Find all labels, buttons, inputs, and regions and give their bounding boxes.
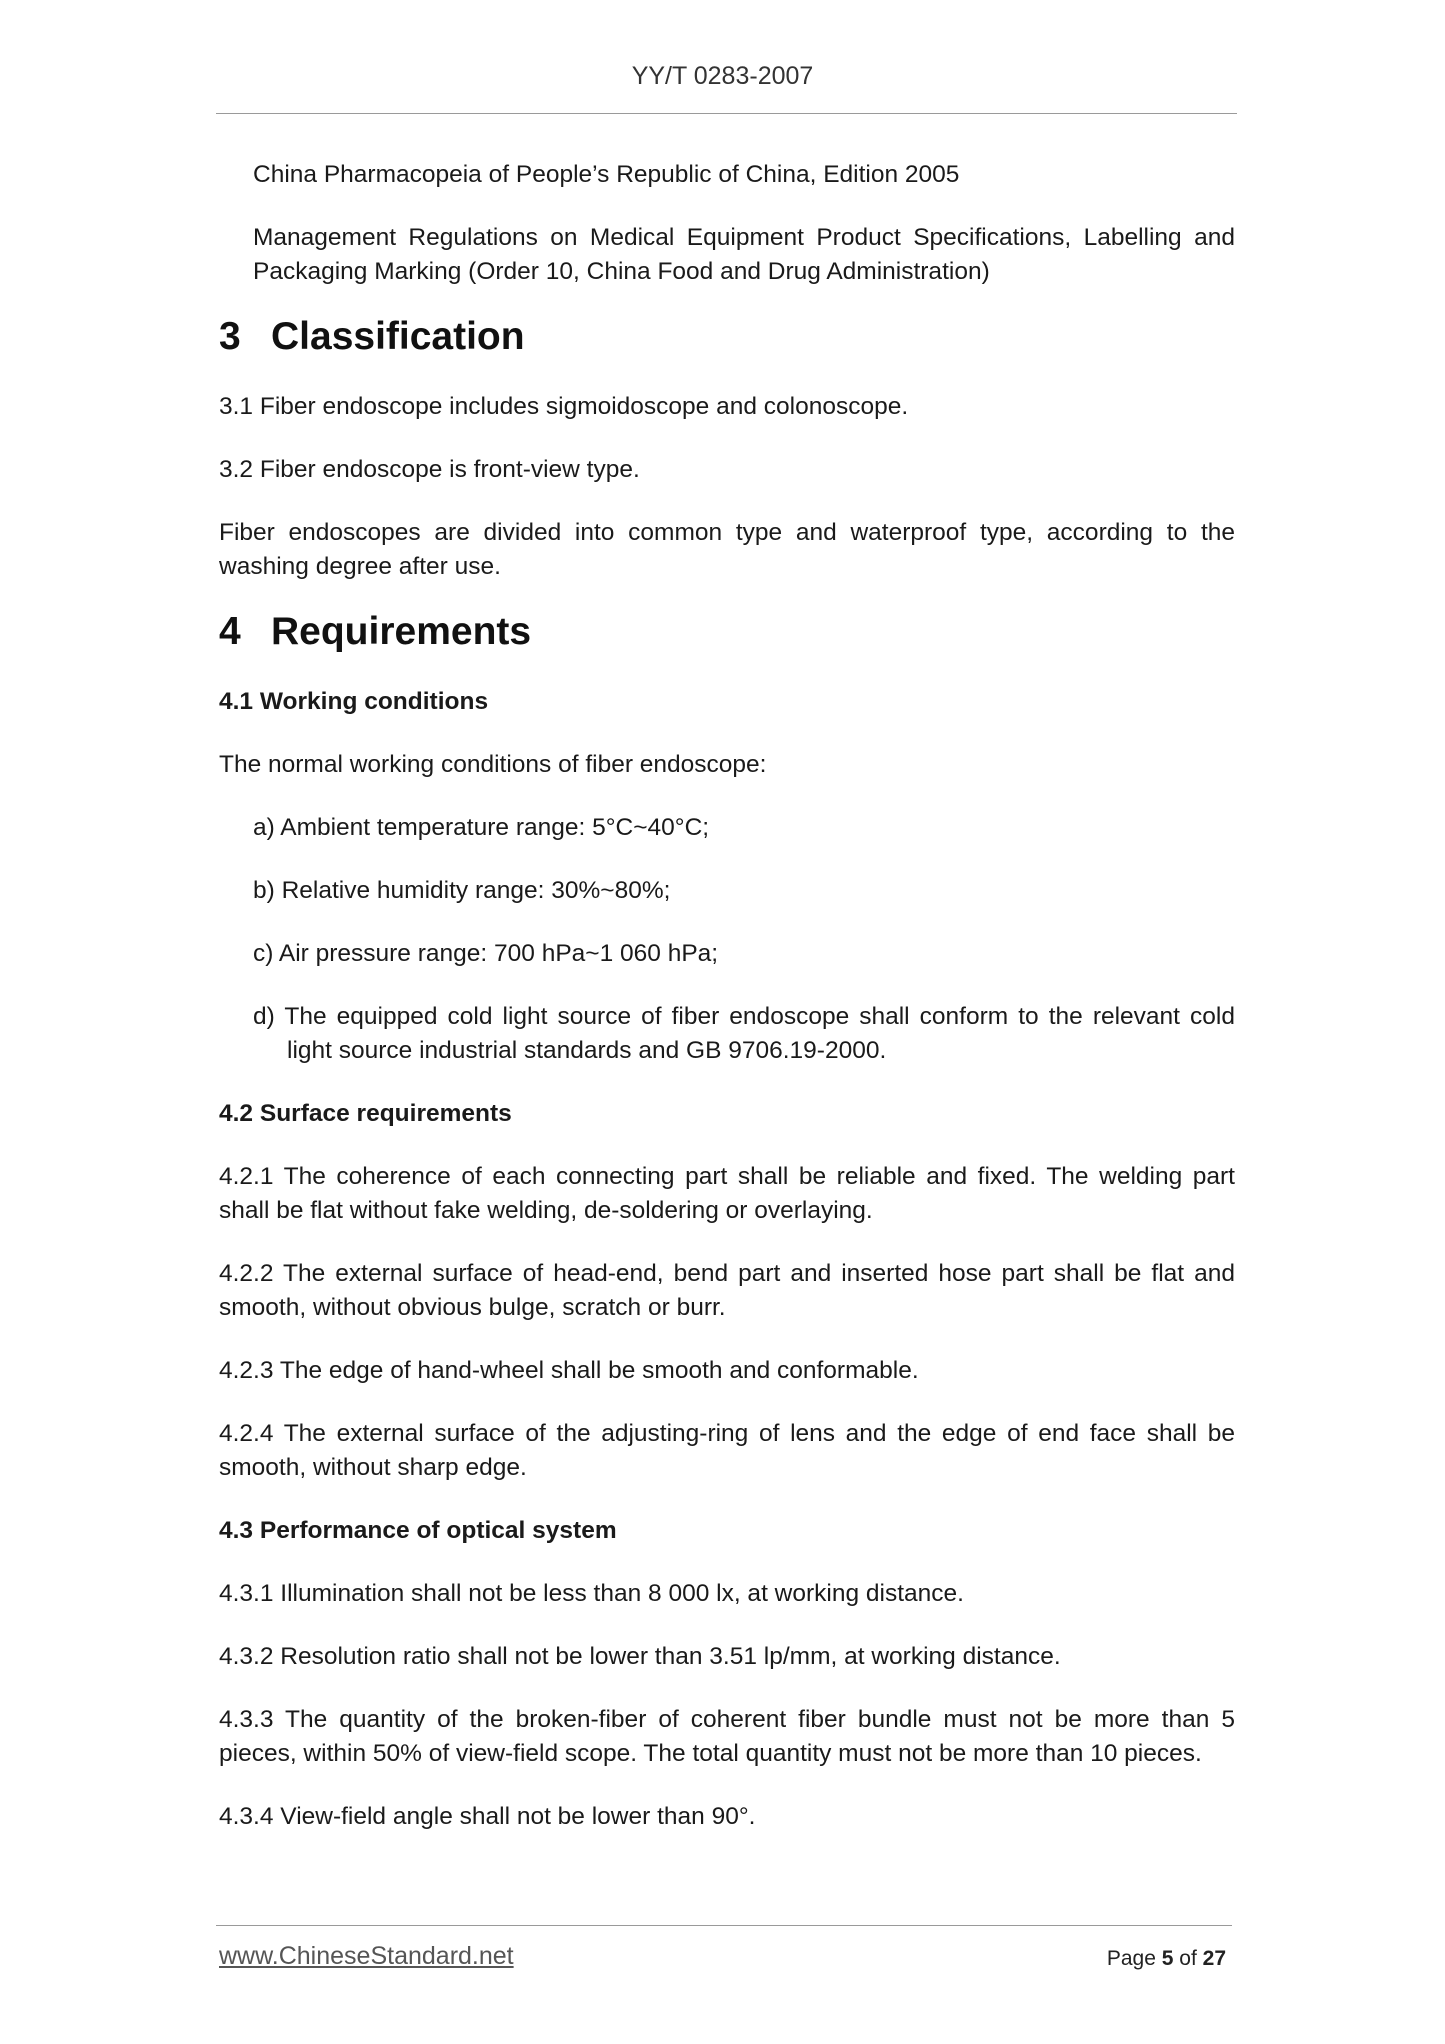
page-content xyxy=(219,158,1235,1863)
clause-4-3-3: 4.3.3 The quantity of the broken-fiber of coherent fiber bundle must not be more than 5 pieces, within 50% of view-field scope. The total quantity must not be more than 10 pieces. xyxy=(219,1706,1235,1767)
clause-4-3-1: 4.3.1 Illumination shall not be less than 8 000 lx, at working distance. xyxy=(219,1580,964,1607)
section-number: 3 xyxy=(219,315,241,358)
clause-4-2-3: 4.2.3 The edge of hand-wheel shall be smooth and conformable. xyxy=(219,1357,919,1384)
reference-item: Management Regulations on Medical Equipment Product Specifications, Labelling and Packaging Marking (Order 10, China Food and Drug Administration) xyxy=(253,224,1235,285)
reference-item: China Pharmacopeia of People’s Republic of China, Edition 2005 xyxy=(253,161,960,188)
clause-4-3-4: 4.3.4 View-field angle shall not be lower than 90°. xyxy=(219,1803,756,1830)
condition-item-text: d) The equipped cold light source of fiber endoscope shall conform to the relevant cold light source industrial standards and GB 9706.19-2000. xyxy=(253,1003,1235,1064)
clause-4-2-2: 4.2.2 The external surface of head-end, bend part and inserted hose part shall be flat and smooth, without obvious bulge, scratch or burr. xyxy=(219,1260,1235,1321)
page-number: 5 xyxy=(1161,1947,1174,1970)
subsection-heading-working-conditions: 4.1 Working conditions xyxy=(219,688,489,715)
condition-item: c) Air pressure range: 700 hPa~1 060 hPa; xyxy=(253,940,719,967)
document-code-header: YY/T 0283-2007 xyxy=(631,62,814,90)
condition-item: a) Ambient temperature range: 5°C~40°C; xyxy=(253,814,710,841)
clause-3-1: 3.1 Fiber endoscope includes sigmoidoscope and colonoscope. xyxy=(219,393,909,420)
page-total: 27 xyxy=(1202,1947,1226,1970)
of-word: of xyxy=(1179,1947,1197,1970)
working-conditions-intro: The normal working conditions of fiber endoscope: xyxy=(219,751,767,778)
condition-item: b) Relative humidity range: 30%~80%; xyxy=(253,877,671,904)
clause-3-2: 3.2 Fiber endoscope is front-view type. xyxy=(219,456,640,483)
subsection-heading-optical: 4.3 Performance of optical system xyxy=(219,1517,617,1544)
section-title: Classification xyxy=(271,315,525,358)
section-title: Requirements xyxy=(271,610,532,653)
website-link[interactable]: www.ChineseStandard.net xyxy=(219,1942,514,1970)
clause-4-2-1: 4.2.1 The coherence of each connecting part shall be reliable and fixed. The welding part shall be flat without fake welding, de-soldering or overlaying. xyxy=(219,1163,1235,1224)
footer-divider xyxy=(216,1925,1232,1926)
subsection-heading-surface: 4.2 Surface requirements xyxy=(219,1100,512,1127)
page-word: Page xyxy=(1106,1947,1156,1970)
section-heading-requirements xyxy=(219,606,1235,658)
clause-4-3-2: 4.3.2 Resolution ratio shall not be lower than 3.51 lp/mm, at working distance. xyxy=(219,1643,1061,1670)
condition-item xyxy=(219,1000,1235,1068)
section-number: 4 xyxy=(219,610,241,653)
section-heading-classification xyxy=(219,311,1235,363)
classification-note: Fiber endoscopes are divided into common type and waterproof type, according to the washing degree after use. xyxy=(219,519,1235,580)
page-indicator xyxy=(1107,1947,1226,1971)
clause-4-2-4: 4.2.4 The external surface of the adjusting-ring of lens and the edge of end face shall be smooth, without sharp edge. xyxy=(219,1420,1235,1481)
header-divider xyxy=(216,113,1237,114)
